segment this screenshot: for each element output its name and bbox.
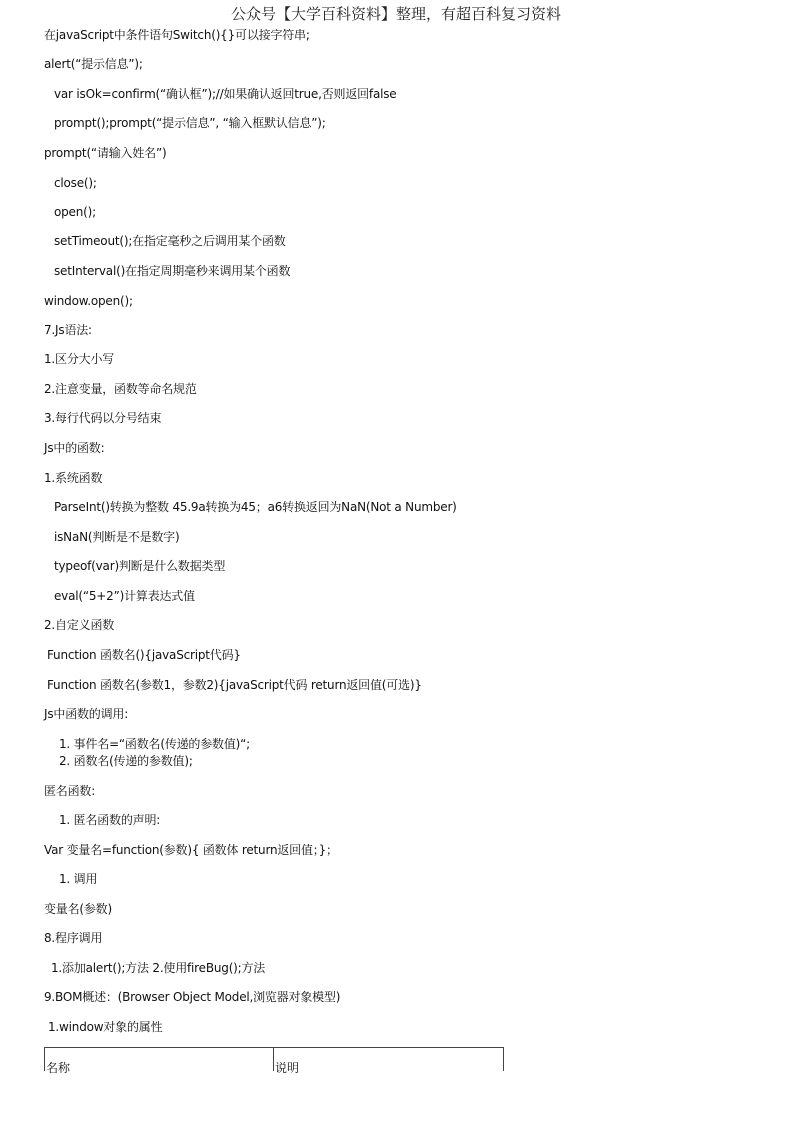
text-line: 1.系统函数 bbox=[44, 471, 103, 485]
text-line: 1.添加alert();方法 2.使用fireBug();方法 bbox=[51, 961, 266, 975]
table-column-divider bbox=[273, 1048, 274, 1071]
list-item: 2. 函数名(传递的参数值); bbox=[59, 754, 193, 768]
section-heading: Js中函数的调用: bbox=[44, 707, 129, 721]
text-line: Function 函数名(){javaScript代码} bbox=[47, 648, 241, 662]
table-header-name: 名称 bbox=[46, 1061, 71, 1075]
text-line: prompt(“请输入姓名”) bbox=[44, 146, 167, 160]
section-heading: 7.Js语法: bbox=[44, 323, 92, 337]
text-line: 在javaScript中条件语句Switch(){}可以接字符串; bbox=[44, 28, 310, 42]
section-heading: Js中的函数: bbox=[44, 441, 105, 455]
section-heading: 9.BOM概述：(Browser Object Model,浏览器对象模型) bbox=[44, 990, 341, 1004]
section-heading: 匿名函数: bbox=[44, 784, 96, 798]
text-line: close(); bbox=[54, 176, 97, 190]
text-line: eval(“5+2”)计算表达式值 bbox=[54, 589, 195, 603]
list-item: 1. 调用 bbox=[59, 872, 98, 886]
text-line: typeof(var)判断是什么数据类型 bbox=[54, 559, 226, 573]
text-line: prompt();prompt(“提示信息”, “输入框默认信息”); bbox=[54, 116, 326, 130]
window-properties-table bbox=[44, 1047, 504, 1075]
text-line: 变量名(参数) bbox=[44, 902, 112, 916]
text-line: 3.每行代码以分号结束 bbox=[44, 411, 162, 425]
page-header: 公众号【大学百科资料】整理，有超百科复习资料 bbox=[230, 5, 561, 23]
text-line: alert(“提示信息”); bbox=[44, 57, 143, 71]
text-line: setInterval()在指定周期毫秒来调用某个函数 bbox=[54, 264, 291, 278]
text-line: open(); bbox=[54, 205, 96, 219]
list-item: 1. 事件名=“函数名(传递的参数值)“; bbox=[59, 737, 250, 751]
text-line: Var 变量名=function(参数){ 函数体 return返回值；}； bbox=[44, 843, 338, 857]
text-line: window.open(); bbox=[44, 294, 133, 308]
text-line: 2.自定义函数 bbox=[44, 618, 115, 632]
text-line: Function 函数名(参数1，参数2){javaScript代码 return返回值(可选)} bbox=[47, 678, 422, 692]
text-line: 1.区分大小写 bbox=[44, 352, 115, 366]
text-line: isNaN(判断是不是数字) bbox=[54, 530, 180, 544]
text-line: 1.window对象的属性 bbox=[48, 1020, 163, 1034]
section-heading: 8.程序调用 bbox=[44, 931, 103, 945]
text-line: ParseInt()转换为整数 45.9a转换为45；a6转换返回为NaN(Not a Number) bbox=[54, 500, 457, 514]
text-line: 2.注意变量，函数等命名规范 bbox=[44, 382, 197, 396]
text-line: setTimeout();在指定毫秒之后调用某个函数 bbox=[54, 234, 286, 248]
list-item: 1. 匿名函数的声明: bbox=[59, 813, 161, 827]
text-line: var isOk=confirm(“确认框”);//如果确认返回true,否则返回false bbox=[54, 87, 397, 101]
table-header-description: 说明 bbox=[275, 1061, 300, 1075]
